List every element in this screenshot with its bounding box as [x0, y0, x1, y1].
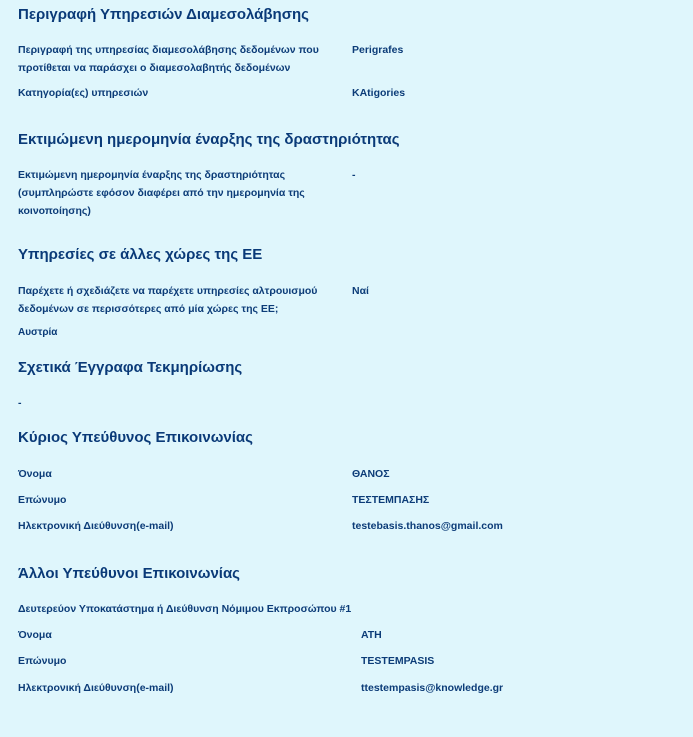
categories-value: KAtigories — [352, 87, 406, 99]
eu-country: Αυστρία — [18, 327, 58, 338]
section-title-main-contact: Κύριος Υπεύθυνος Επικοινωνίας — [18, 429, 253, 446]
section-title-description: Περιγραφή Υπηρεσιών Διαμεσολάβησης — [18, 6, 309, 23]
start-date-value: - — [352, 169, 356, 181]
other-contact-name-value: ΑΤΗ — [361, 629, 382, 641]
categories-label: Κατηγορία(ες) υπηρεσιών — [18, 87, 149, 99]
main-contact-name-value: ΘΑΝΟΣ — [352, 468, 390, 480]
other-contact-email-label: Ηλεκτρονική Διεύθυνση(e-mail) — [18, 682, 174, 694]
main-contact-email-value: testebasis.thanos@gmail.com — [352, 520, 503, 532]
documents-value: - — [18, 397, 22, 409]
eu-services-value: Ναί — [352, 285, 369, 297]
description-value: Perigrafes — [352, 44, 404, 56]
main-contact-surname-label: Επώνυμο — [18, 494, 67, 506]
main-contact-surname-value: ΤΕΣΤΕΜΠΑΣΗΣ — [352, 494, 430, 506]
section-title-start-date: Εκτιμώμενη ημερομηνία έναρξης της δραστηριότητας — [18, 131, 400, 148]
section-title-documents: Σχετικά Έγγραφα Τεκμηρίωσης — [18, 359, 243, 376]
other-contact-email-value: ttestempasis@knowledge.gr — [361, 682, 504, 694]
section-title-eu-services: Υπηρεσίες σε άλλες χώρες της ΕΕ — [18, 246, 263, 263]
other-contacts-subtitle: Δευτερεύον Υποκατάστημα ή Διεύθυνση Νόμιμου Εκπροσώπου #1 — [18, 603, 352, 615]
description-label: Περιγραφή της υπηρεσίας διαμεσολάβησης δεδομένων που προτίθεται να παράσχει ο διαμεσολαβητής δεδομένων — [18, 44, 319, 74]
other-contact-surname-value: TESTEMPASIS — [361, 655, 435, 667]
eu-services-label: Παρέχετε ή σχεδιάζετε να παρέχετε υπηρεσίες αλτρουισμού δεδομένων σε περισσότερες από μία χώρες της ΕΕ; — [18, 285, 318, 315]
section-title-other-contacts: Άλλοι Υπεύθυνοι Επικοινωνίας — [18, 565, 240, 582]
main-contact-email-label: Ηλεκτρονική Διεύθυνση(e-mail) — [18, 520, 174, 532]
other-contact-name-label: Όνομα — [18, 629, 52, 641]
main-contact-name-label: Όνομα — [18, 468, 52, 480]
other-contact-surname-label: Επώνυμο — [18, 655, 67, 667]
start-date-label: Εκτιμώμενη ημερομηνία έναρξης της δραστηριότητας (συμπληρώστε εφόσον διαφέρει από την ημερομηνία της κοινοποίησης) — [18, 169, 305, 217]
